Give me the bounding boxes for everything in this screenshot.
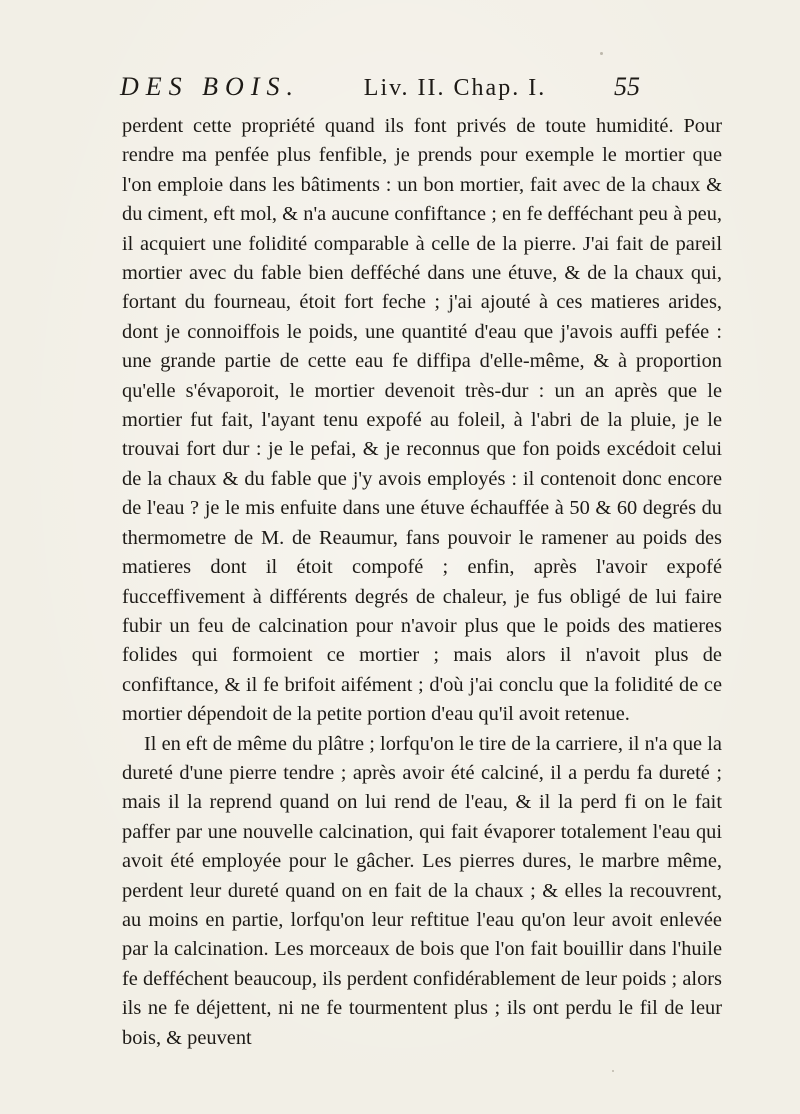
paragraph-1: perdent cette propriété quand ils font privés de toute humidité. Pour rendre ma penfée plus fenfible, je prends pour exemple le mortier que l'on emploie dans les bâtiments : un bon mortier, fait avec de la chaux & du ciment, eft mol, & n'a aucune confiftance ; en fe defféchant peu à peu, il acquiert une folidité comparable à celle de la pierre. J'ai fait de pareil mortier avec du fable bien defféché dans une étuve, & de la chaux qui, fortant du fourneau, étoit fort feche ; j'ai ajouté à ces matieres arides, dont je connoiffois le poids, une quantité d'eau que j'avois auffi pefée : une grande partie de cette eau fe diffipa d'elle-même, & à proportion qu'elle s'évaporoit, le mortier devenoit très-dur : un an après que le mortier fut fait, l'ayant tenu expofé au foleil, à l'abri de la pluie, je le trouvai fort dur : je le pefai, & je reconnus que fon poids excédoit celui de la chaux & du fable que j'y avois employés : il contenoit donc encore de l'eau ? je le mis enfuite dans une étuve échauffée à 50 & 60 degrés du thermometre de M. de Reaumur, fans pouvoir le ramener au poids des matieres dont il étoit compofé ; enfin, après l'avoir expofé fucceffivement à différents degrés de chaleur, je fus obligé de lui faire fubir un feu de calcination pour n'avoir plus que le poids des matieres folides qui formoient ce mortier ; mais alors il n'avoit plus de confiftance, & il fe brifoit aifément ; d'où j'ai conclu que la folidité de ce mortier dépendoit de la petite portion d'eau qu'il avoit retenue. [122,115,722,726]
paper-speck [600,52,603,55]
body-text [122,112,722,1053]
running-head [120,72,640,106]
running-head-chapter: Liv. II. Chap. I. [363,75,547,101]
page-number: 55 [613,72,640,101]
paragraph-2: Il en eft de même du plâtre ; lorfqu'on le tire de la carriere, il n'a que la dureté d'une pierre tendre ; après avoir été calciné, il a perdu fa dureté ; mais il la reprend quand on lui rend de l'eau, & il la perd fi on le fait paffer par une nouvelle calcination, qui fait évaporer totalement l'eau qui avoit été employée pour le gâcher. Les pierres dures, le marbre même, perdent leur dureté quand on en fait de la chaux ; & elles la recouvrent, au moins en partie, lorfqu'on leur reftitue l'eau qu'on leur avoit enlevée par la calcination. Les morceaux de bois que l'on fait bouillir dans l'huile fe defféchent beaucoup, ils perdent confidérablement de leur poids ; alors ils ne fe déjettent, ni ne fe tourmentent plus ; ils ont perdu le fil de leur bois, & peuvent [122,732,722,1049]
running-head-title: DES BOIS. [120,72,300,101]
paper-speck [612,1070,614,1072]
